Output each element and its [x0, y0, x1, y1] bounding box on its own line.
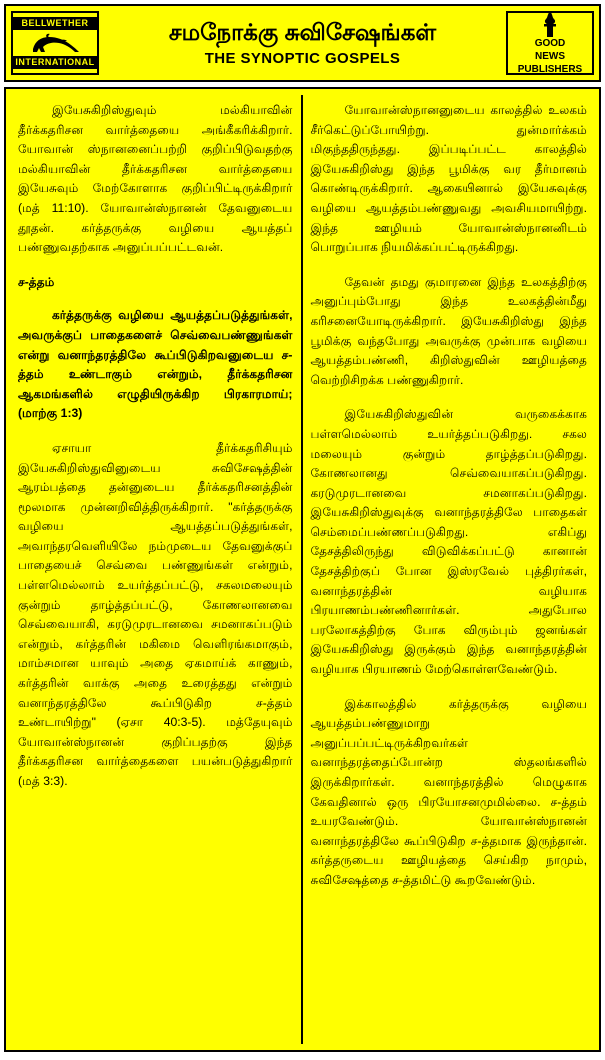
column-left	[10, 95, 303, 1044]
paragraph: இயேசுகிறிஸ்துவின் வருகைக்காக பள்ளமெல்லாம் உயர்த்தப்படுகிறது. சகல மலையும் குன்றும் தாழ்த்தப்படுகிறது. கோணலானது செவ்வையாகப்படுகிறது. கரடுமுரடானவை சமனாகப்படுகிறது. இயேசுகிறிஸ்துவுக்கு வனாந்தரத்திலே பாதைகள் செம்மைப்பண்ணப்படுகிறது. எகிப்து தேசத்திலிருந்து விடுவிக்கப்பட்டு கானான் தேசத்திற்குப் போன இஸ்ரவேல் புத்திரர்கள், வனாந்தரத்தின் வழியாக பிரயாணம்பண்ணினார்கள். அதுபோல பரலோகத்திற்கு போக விரும்பும் ஜனங்கள் இயேசுகிறிஸ்து இருக்கும் இந்த வனாந்தரத்தின் வழியாக பிரயாணம் மேற்கொள்ளவேண்டும்.	[310, 407, 587, 677]
column-right	[303, 95, 596, 1044]
torch-flame-icon	[535, 11, 565, 38]
ram-icon	[13, 30, 97, 56]
paragraph: தேவன் தமது குமாரனை இந்த உலகத்திற்கு அனுப்பும்போது இந்த உலகத்தின்மீது கரிசனையோடிருக்கிறார். இயேசுகிறிஸ்து இந்த பூமிக்கு வந்தபோது அவருக்கு முன்பாக வழியை ஆயத்தம்பண்ணி, கிறிஸ்துவின் ஊழியத்தை வெற்றிசிறக்க பண்ணுகிறார்.	[310, 274, 587, 387]
logo-right-line1: GOOD	[534, 37, 566, 49]
good-news-publishers-logo	[506, 11, 594, 75]
bellwether-international-logo	[11, 11, 99, 75]
document-header	[4, 4, 601, 82]
page-title-tamil: சமநோக்கு சுவிசேஷங்கள்	[168, 19, 437, 45]
section-heading: ச-த்தம்	[18, 274, 55, 289]
paragraph: இக்காலத்தில் கர்த்தருக்கு வழியை ஆயத்தம்பண்ணுமாறு அனுப்பப்பட்டிருக்கிறவர்கள் வனாந்தரத்தைப்போன்ற ஸ்தலங்களில் இருக்கிறார்கள். வனாந்தரத்தில் மெழுகாக கேவதினால் ஒரு பிரயோசனமுமில்லை. ச-த்தம் உயரவேண்டும். யோவான்ஸ்நானன் வனாந்தரத்திலே கூப்பிடுகிற ச-த்தமாக இருந்தான். கர்த்தருடைய ஊழியத்தை செய்கிற நாமும், சுவிசேஷத்தை ச-த்தமிட்டு கூறவேண்டும்.	[310, 696, 587, 887]
torch-icon	[508, 11, 592, 37]
logo-banner-bottom: INTERNATIONAL	[13, 56, 97, 69]
paragraph: யோவான்ஸ்நானனுடைய காலத்தில் உலகம் சீர்கெட்டுப்போயிற்று. துன்மார்க்கம் மிகுந்ததிருந்தது. இப்படிப்பட்ட காலத்தில் இயேசுகிறிஸ்து இந்த பூமிக்கு வர தீர்மானம் கொண்டிருக்கிறார். ஆகையினால் இயேசுவுக்கு வழியை ஆயத்தம்பண்ணுவது அவசியமாயிற்று. இந்த ஊழியம் யோவான்ஸ்நானனிடம் பொறுப்பாக நியமிக்கப்பட்டிருக்கிறது.	[310, 103, 587, 255]
ram-silhouette-icon	[25, 31, 85, 55]
header-title-group	[104, 6, 501, 80]
scripture-quote: கர்த்தருக்கு வழியை ஆயத்தப்படுத்துங்கள், அவருக்குப் பாதைகளைச் செவ்வைபண்ணுங்கள் என்று வனாந்தரத்திலே கூப்பிடுகிறவனுடைய ச-த்தம் உண்டாகும் என்றும், தீர்க்கதரிசன ஆகமங்களில் எழுதியிருக்கிற பிரகாரமாய்; (மாற்கு 1:3)	[18, 308, 293, 421]
paragraph: இயேசுகிறிஸ்துவும் மல்கியாவின் தீர்க்கதரிசன வார்த்தையை அங்கீகரிக்கிறார். யோவான் ஸ்நானனைப்பற்றி குறிப்பிடுவதற்கு மல்கியாவின் தீர்க்கதரிசன வார்த்தையை இயேசுவும் மேற்கோளாக குறிப்பிட்டிருக்கிறார் (மத் 11:10). யோவான்ஸ்நானன் தேவனுடைய தூதன். கர்த்தருக்கு வழியை ஆயத்தப் பண்ணுவதற்காக அனுப்பப்பட்டவன்.	[18, 103, 293, 255]
logo-right-line3: PUBLISHERS	[517, 63, 583, 75]
logo-banner-top: BELLWETHER	[13, 17, 97, 30]
page-title-english: THE SYNOPTIC GOSPELS	[204, 50, 401, 67]
document-body	[4, 87, 601, 1052]
paragraph: ஏசாயா தீர்க்கதரிசியும் இயேசுகிறிஸ்துவினுடைய சுவிசேஷத்தின் ஆரம்பத்தை தன்னுடைய தீர்க்கதரிசனத்தின் மூலமாக முன்னறிவித்திருக்கிறார். "கர்த்தருக்கு வழியை ஆயத்தப்படுத்துங்கள், அவாந்தரவெளியிலே நம்முடைய தேவனுக்குப் பாதையைச் செவ்வை பண்ணுங்கள் என்றும், பள்ளமெல்லாம் உயர்த்தப்பட்டு, சகலமலையும் குன்றும் தாழ்த்தப்பட்டு, கோணலானவை செவ்வையாகி, கரடுமுரடானவை சமனாகப்படும் என்றும், கர்த்தரின் மகிமை வெளிரங்கமாகும், மாம்சமான யாவும் அதை ஏகமாய்க் காணும், கர்த்தரின் வாக்கு அதை உரைத்தது என்றும் வனாந்தரத்திலே கூப்பிடுகிற ச-த்தம் உண்டாயிற்று" (ஏசா 40:3-5). மத்தேயுவும் யோவான்ஸ்நானன் குறிப்பதற்கு இந்த தீர்க்கதரிசன வார்த்தைகளை பயன்படுத்துகிறார் (மத் 3:3).	[18, 440, 293, 788]
logo-right-line2: NEWS	[535, 50, 565, 62]
